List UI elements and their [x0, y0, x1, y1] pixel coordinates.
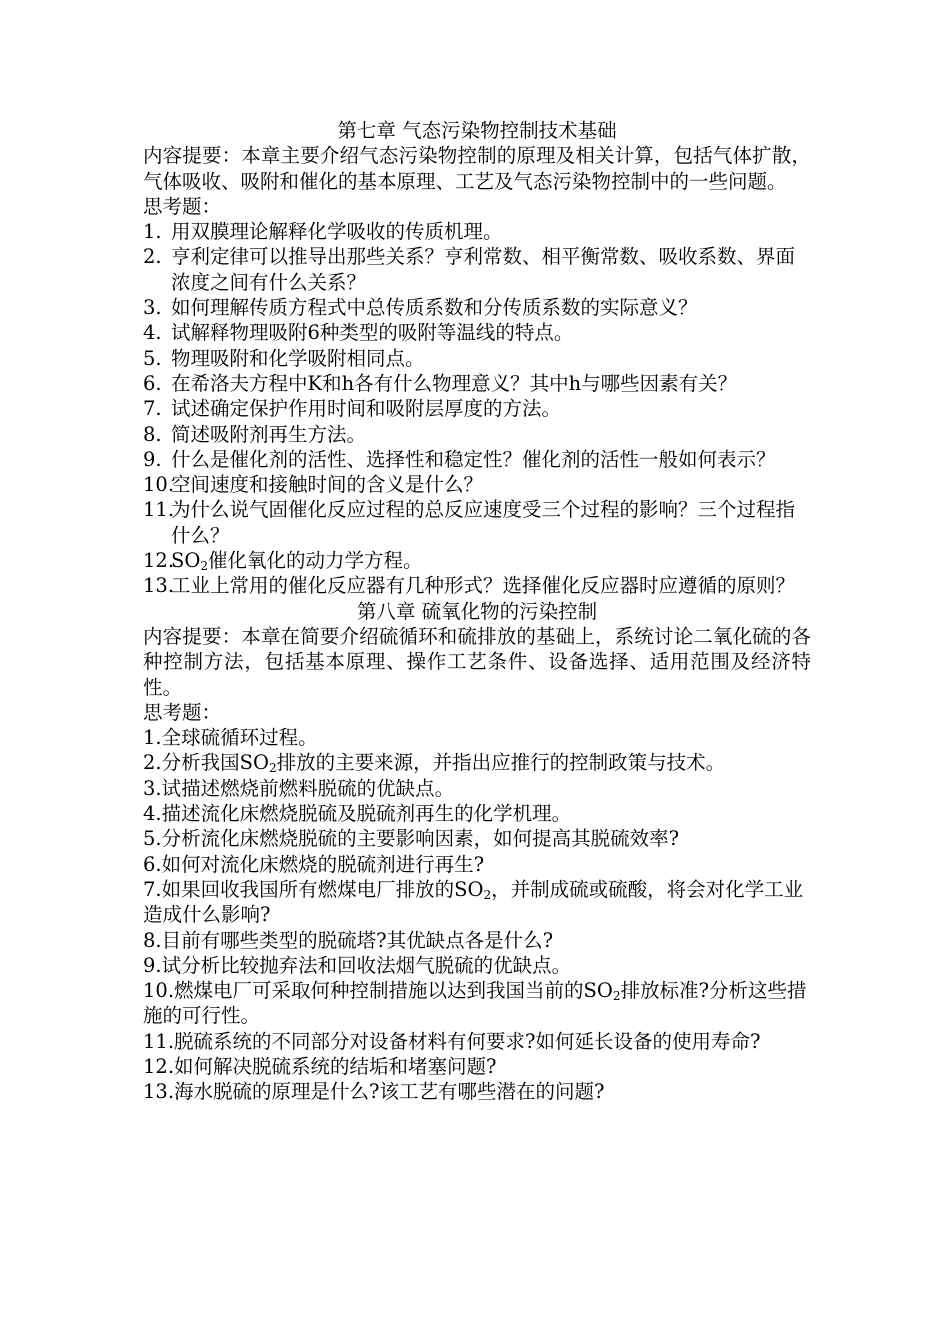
question-number: 3.: [143, 776, 162, 800]
question-text: 为什么说气固催化反应过程的总反应速度受三个过程的影响？三个过程指什么？: [171, 498, 796, 547]
question-text: 如何对流化床燃烧的脱硫剂进行再生?: [161, 852, 485, 876]
question-number: 9.: [143, 447, 162, 471]
question-text: 分析我国SO: [161, 751, 269, 775]
chapter-8-title: 第八章 硫氧化物的污染控制: [356, 599, 598, 623]
question-item: [143, 346, 811, 371]
question-number: 5.: [143, 827, 162, 851]
question-text: 在希洛夫方程中K和h各有什么物理意义？其中h与哪些因素有关？: [171, 371, 738, 395]
question-number: 1.: [143, 726, 162, 750]
chapter-8-question-list: [143, 725, 811, 1104]
question-text: 试解释物理吸附6种类型的吸附等温线的特点。: [171, 321, 574, 345]
question-item: [143, 877, 811, 928]
question-number: 1.: [143, 220, 162, 244]
question-number: 3.: [143, 296, 162, 320]
chapter-7-question-list: [143, 219, 811, 598]
question-text: 全球硫循环过程。: [161, 726, 318, 750]
question-item: [143, 978, 811, 1029]
question-text: ，并制成硫或硫酸，将会对化学工业造成什么影响?: [143, 877, 804, 927]
question-text: 燃煤电厂可采取何种控制措施以达到我国当前的SO: [174, 979, 613, 1003]
question-item: [143, 852, 811, 877]
question-text: 什么是催化剂的活性、选择性和稳定性？催化剂的活性一般如何表示？: [171, 447, 776, 471]
question-text: 试描述燃烧前燃料脱硫的优缺点。: [161, 776, 455, 800]
question-number: 2.: [143, 245, 162, 269]
question-item: [143, 750, 811, 775]
chapter-7-questions-label: 思考题：: [143, 194, 222, 218]
question-number: 11.: [143, 1029, 175, 1053]
question-item: [143, 371, 811, 396]
question-item: [143, 776, 811, 801]
question-item: [143, 573, 811, 598]
question-number: 13.: [143, 574, 175, 598]
question-number: 7.: [143, 397, 162, 421]
question-number: 12.: [143, 1054, 175, 1078]
question-item: [143, 826, 811, 851]
question-number: 4.: [143, 321, 162, 345]
chapter-8-questions-label: 思考题：: [143, 700, 222, 724]
chapter-7-title: 第七章 气态污染物控制技术基础: [337, 119, 617, 142]
question-number: 7.: [143, 877, 162, 901]
question-text: 排放标准?分析这些措施的可行性。: [143, 979, 807, 1028]
question-item: [143, 422, 811, 447]
question-number: 5.: [143, 346, 162, 370]
question-item: [143, 1029, 811, 1054]
question-text: 分析流化床燃烧脱硫的主要影响因素，如何提高其脱硫效率?: [161, 827, 680, 851]
subscript: 2: [612, 989, 621, 1004]
question-number: 11.: [143, 498, 175, 522]
question-item: [143, 801, 811, 826]
question-number: 9.: [143, 953, 162, 977]
question-text: 简述吸附剂再生方法。: [171, 422, 367, 446]
question-item: [143, 295, 811, 320]
question-item: [143, 219, 811, 244]
question-item: [143, 928, 811, 953]
question-text: 物理吸附和化学吸附相同点。: [171, 346, 425, 370]
question-text: 亨利定律可以推导出那些关系？亨利常数、相平衡常数、吸收系数、界面浓度之间有什么关系？: [171, 245, 796, 294]
question-item: [143, 1054, 811, 1079]
question-item: [143, 396, 811, 421]
question-item: [143, 725, 811, 750]
question-text: 试分析比较抛弃法和回收法烟气脱硫的优缺点。: [161, 953, 572, 977]
question-number: 6.: [143, 371, 162, 395]
question-item: [143, 953, 811, 978]
question-item: [143, 472, 811, 497]
question-item: [143, 497, 811, 548]
question-item: [143, 548, 811, 573]
question-number: 13.: [143, 1080, 175, 1104]
question-text: 排放的主要来源，并指出应推行的控制政策与技术。: [276, 751, 726, 775]
subscript: 2: [268, 761, 277, 776]
question-text: 用双膜理论解释化学吸收的传质机理。: [171, 220, 503, 244]
question-item: [143, 320, 811, 345]
question-number: 12.: [143, 549, 175, 573]
question-item: [143, 447, 811, 472]
question-number: 4.: [143, 802, 162, 826]
subscript: 2: [200, 559, 209, 574]
question-text: SO: [171, 549, 201, 573]
question-number: 10.: [143, 473, 175, 497]
question-text: 工业上常用的催化反应器有几种形式？选择催化反应器时应遵循的原则？: [171, 574, 796, 598]
question-text: 海水脱硫的原理是什么?该工艺有哪些潜在的问题?: [174, 1080, 605, 1104]
question-text: 描述流化床燃烧脱硫及脱硫剂再生的化学机理。: [161, 802, 572, 826]
document-page: [143, 118, 811, 1105]
chapter-8-summary: 内容提要：本章在简要介绍硫循环和硫排放的基础上，系统讨论二氧化硫的各种控制方法，包括基本原理、操作工艺条件、设备选择、适用范围及经济特性。: [143, 624, 811, 699]
question-number: 10.: [143, 979, 175, 1003]
question-text: 目前有哪些类型的脱硫塔?其优缺点各是什么?: [161, 928, 554, 952]
question-number: 8.: [143, 928, 162, 952]
question-text: 试述确定保护作用时间和吸附层厚度的方法。: [171, 397, 562, 421]
subscript: 2: [483, 887, 492, 902]
question-item: [143, 1079, 811, 1104]
question-text: 催化氧化的动力学方程。: [208, 549, 423, 573]
question-text: 如何解决脱硫系统的结垢和堵塞问题?: [174, 1054, 497, 1078]
question-text: 如果回收我国所有燃煤电厂排放的SO: [161, 877, 484, 901]
question-number: 8.: [143, 422, 162, 446]
question-text: 如何理解传质方程式中总传质系数和分传质系数的实际意义？: [171, 296, 698, 320]
question-text: 空间速度和接触时间的含义是什么？: [171, 473, 484, 497]
question-number: 2.: [143, 751, 162, 775]
question-text: 脱硫系统的不同部分对设备材料有何要求?如何延长设备的使用寿命?: [174, 1029, 761, 1053]
question-number: 6.: [143, 852, 162, 876]
question-item: [143, 244, 811, 295]
chapter-7-summary: 内容提要：本章主要介绍气态污染物控制的原理及相关计算，包括气体扩散，气体吸收、吸附和催化的基本原理、工艺及气态污染物控制中的一些问题。: [143, 144, 811, 193]
